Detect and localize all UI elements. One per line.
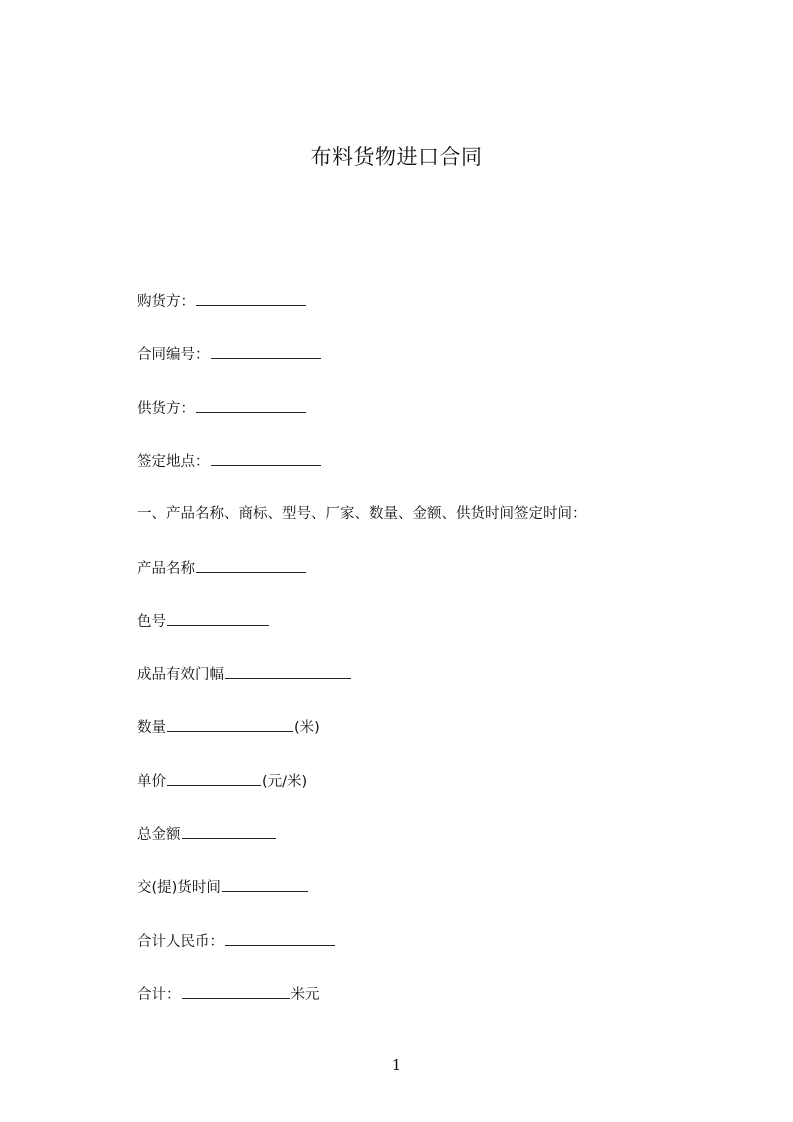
- buyer-label: 购货方：: [137, 294, 195, 310]
- total-label: 合计：: [137, 987, 181, 1003]
- quantity-blank[interactable]: [167, 717, 293, 732]
- unit-price-blank[interactable]: [167, 771, 261, 786]
- total-amount-label: 总金额: [137, 827, 181, 843]
- quantity-unit: (米): [294, 720, 320, 736]
- total-unit: 米元: [290, 987, 320, 1003]
- delivery-time-line: [137, 877, 309, 898]
- sign-place-label: 签定地点：: [137, 454, 210, 470]
- document-title: 布料货物进口合同: [310, 145, 483, 169]
- color-no-label: 色号: [137, 614, 166, 630]
- contract-no-label: 合同编号：: [137, 347, 210, 363]
- sign-place-line: [137, 451, 322, 472]
- total-amount-line: [137, 824, 277, 845]
- buyer-blank[interactable]: [196, 291, 306, 306]
- color-no-line: [137, 611, 270, 632]
- width-label: 成品有效门幅: [137, 667, 224, 683]
- supplier-line: [137, 398, 307, 419]
- rmb-total-line: [137, 931, 336, 952]
- delivery-time-label: 交(提)货时间: [137, 880, 221, 896]
- unit-price-unit: (元/米): [262, 774, 308, 790]
- unit-price-label: 单价: [137, 774, 166, 790]
- width-line: [137, 664, 352, 685]
- total-amount-blank[interactable]: [182, 824, 276, 839]
- unit-price-line: [137, 771, 307, 792]
- total-line: [137, 984, 320, 1005]
- quantity-label: 数量: [137, 720, 166, 736]
- rmb-total-label: 合计人民币：: [137, 934, 224, 950]
- page-number: 1: [391, 1056, 402, 1074]
- section1-heading: 一、产品名称、商标、型号、厂家、数量、金额、供货时间签定时间：: [137, 506, 587, 522]
- product-name-blank[interactable]: [196, 558, 306, 573]
- buyer-line: [137, 291, 307, 312]
- supplier-label: 供货方：: [137, 401, 195, 417]
- supplier-blank[interactable]: [196, 398, 306, 413]
- delivery-time-blank[interactable]: [222, 877, 308, 892]
- product-name-line: [137, 558, 307, 579]
- quantity-line: [137, 717, 320, 738]
- product-name-label: 产品名称: [137, 561, 195, 577]
- sign-place-blank[interactable]: [211, 451, 321, 466]
- color-no-blank[interactable]: [167, 611, 269, 626]
- contract-no-line: [137, 344, 322, 365]
- rmb-total-blank[interactable]: [225, 931, 335, 946]
- total-blank[interactable]: [182, 984, 290, 999]
- contract-no-blank[interactable]: [211, 344, 321, 359]
- width-blank[interactable]: [225, 664, 351, 679]
